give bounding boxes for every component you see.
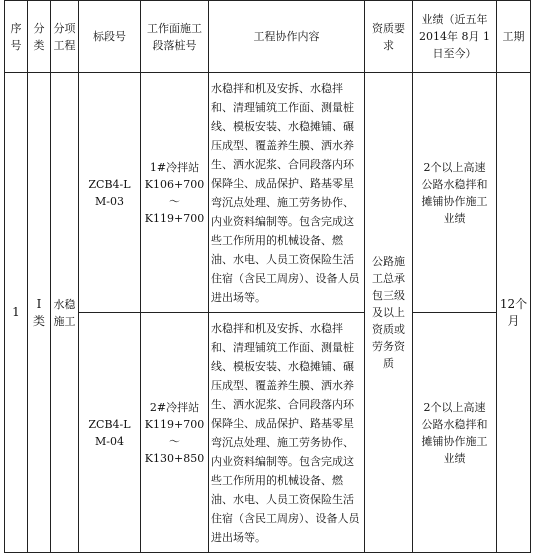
cell-section-no: ZCB4-LM-03 [79, 73, 141, 313]
cell-content: 水稳拌和机及安拆、水稳拌和、清理铺筑工作面、测量桩线、模板安装、水稳摊铺、碾压成型、覆盖养生膜、洒水养生、洒水泥浆、合同段落内环保降尘、成品保护、路基零星弯沉点处理、施工劳务协作、内业资料编制等。包含完成这些工作所用的机械设备、燃油、水电、人员工资保险生活住宿（含民工周房）、设备人员进出场等。 [209, 313, 365, 553]
cell-qualification: 公路施工总承包三级及以上资质或劳务资质 [365, 73, 413, 553]
category-prefix: I [36, 296, 42, 311]
table-row [5, 73, 531, 313]
stake-to: K130+850 [144, 451, 205, 465]
header-qualification: 资质要求 [365, 1, 413, 73]
header-performance: 业绩（近五年 2014年 8月 1日至今） [413, 1, 497, 73]
procurement-table-page [4, 0, 530, 552]
header-section-no: 标段号 [79, 1, 141, 73]
cell-section-no: ZCB4-LM-04 [79, 313, 141, 553]
stake-from: K119+700 [144, 417, 205, 431]
stake-separator: ～ [169, 434, 180, 448]
cell-duration: 12个月 [497, 73, 531, 553]
cell-content: 水稳拌和机及安拆、水稳拌和、清理铺筑工作面、测量桩线、模板安装、水稳摊铺、碾压成型、覆盖养生膜、洒水养生、洒水泥浆、合同段落内环保降尘、成品保护、路基零星弯沉点处理、施工劳务协作、内业资料编制等。包含完成这些工作所用的机械设备、燃油、水电、人员工资保险生活住宿（含民工周房）、设备人员进出场等。 [209, 73, 365, 313]
cell-stake [141, 73, 209, 313]
cell-sub-project: 水稳施工 [51, 73, 79, 553]
cell-seq: 1 [5, 73, 28, 553]
header-stake: 工作面施工段落桩号 [141, 1, 209, 73]
header-content: 工程协作内容 [209, 1, 365, 73]
header-sub-project: 分项工程 [51, 1, 79, 73]
project-requirements-table [4, 0, 531, 553]
stake-separator: ～ [169, 194, 180, 208]
cell-performance: 2个以上高速公路水稳拌和摊铺协作施工业绩 [413, 73, 497, 313]
stake-to: K119+700 [144, 211, 205, 225]
header-row [5, 1, 531, 73]
header-seq: 序号 [5, 1, 28, 73]
stake-station: 1#冷拌站 [149, 160, 200, 174]
cell-performance: 2个以上高速公路水稳拌和摊铺协作施工业绩 [413, 313, 497, 553]
table-row [5, 313, 531, 553]
category-suffix: 类 [32, 313, 45, 328]
stake-from: K106+700 [144, 177, 205, 191]
cell-category [28, 73, 51, 553]
header-duration: 工期 [497, 1, 531, 73]
cell-stake [141, 313, 209, 553]
header-category: 分类 [28, 1, 51, 73]
stake-station: 2#冷拌站 [149, 400, 200, 414]
